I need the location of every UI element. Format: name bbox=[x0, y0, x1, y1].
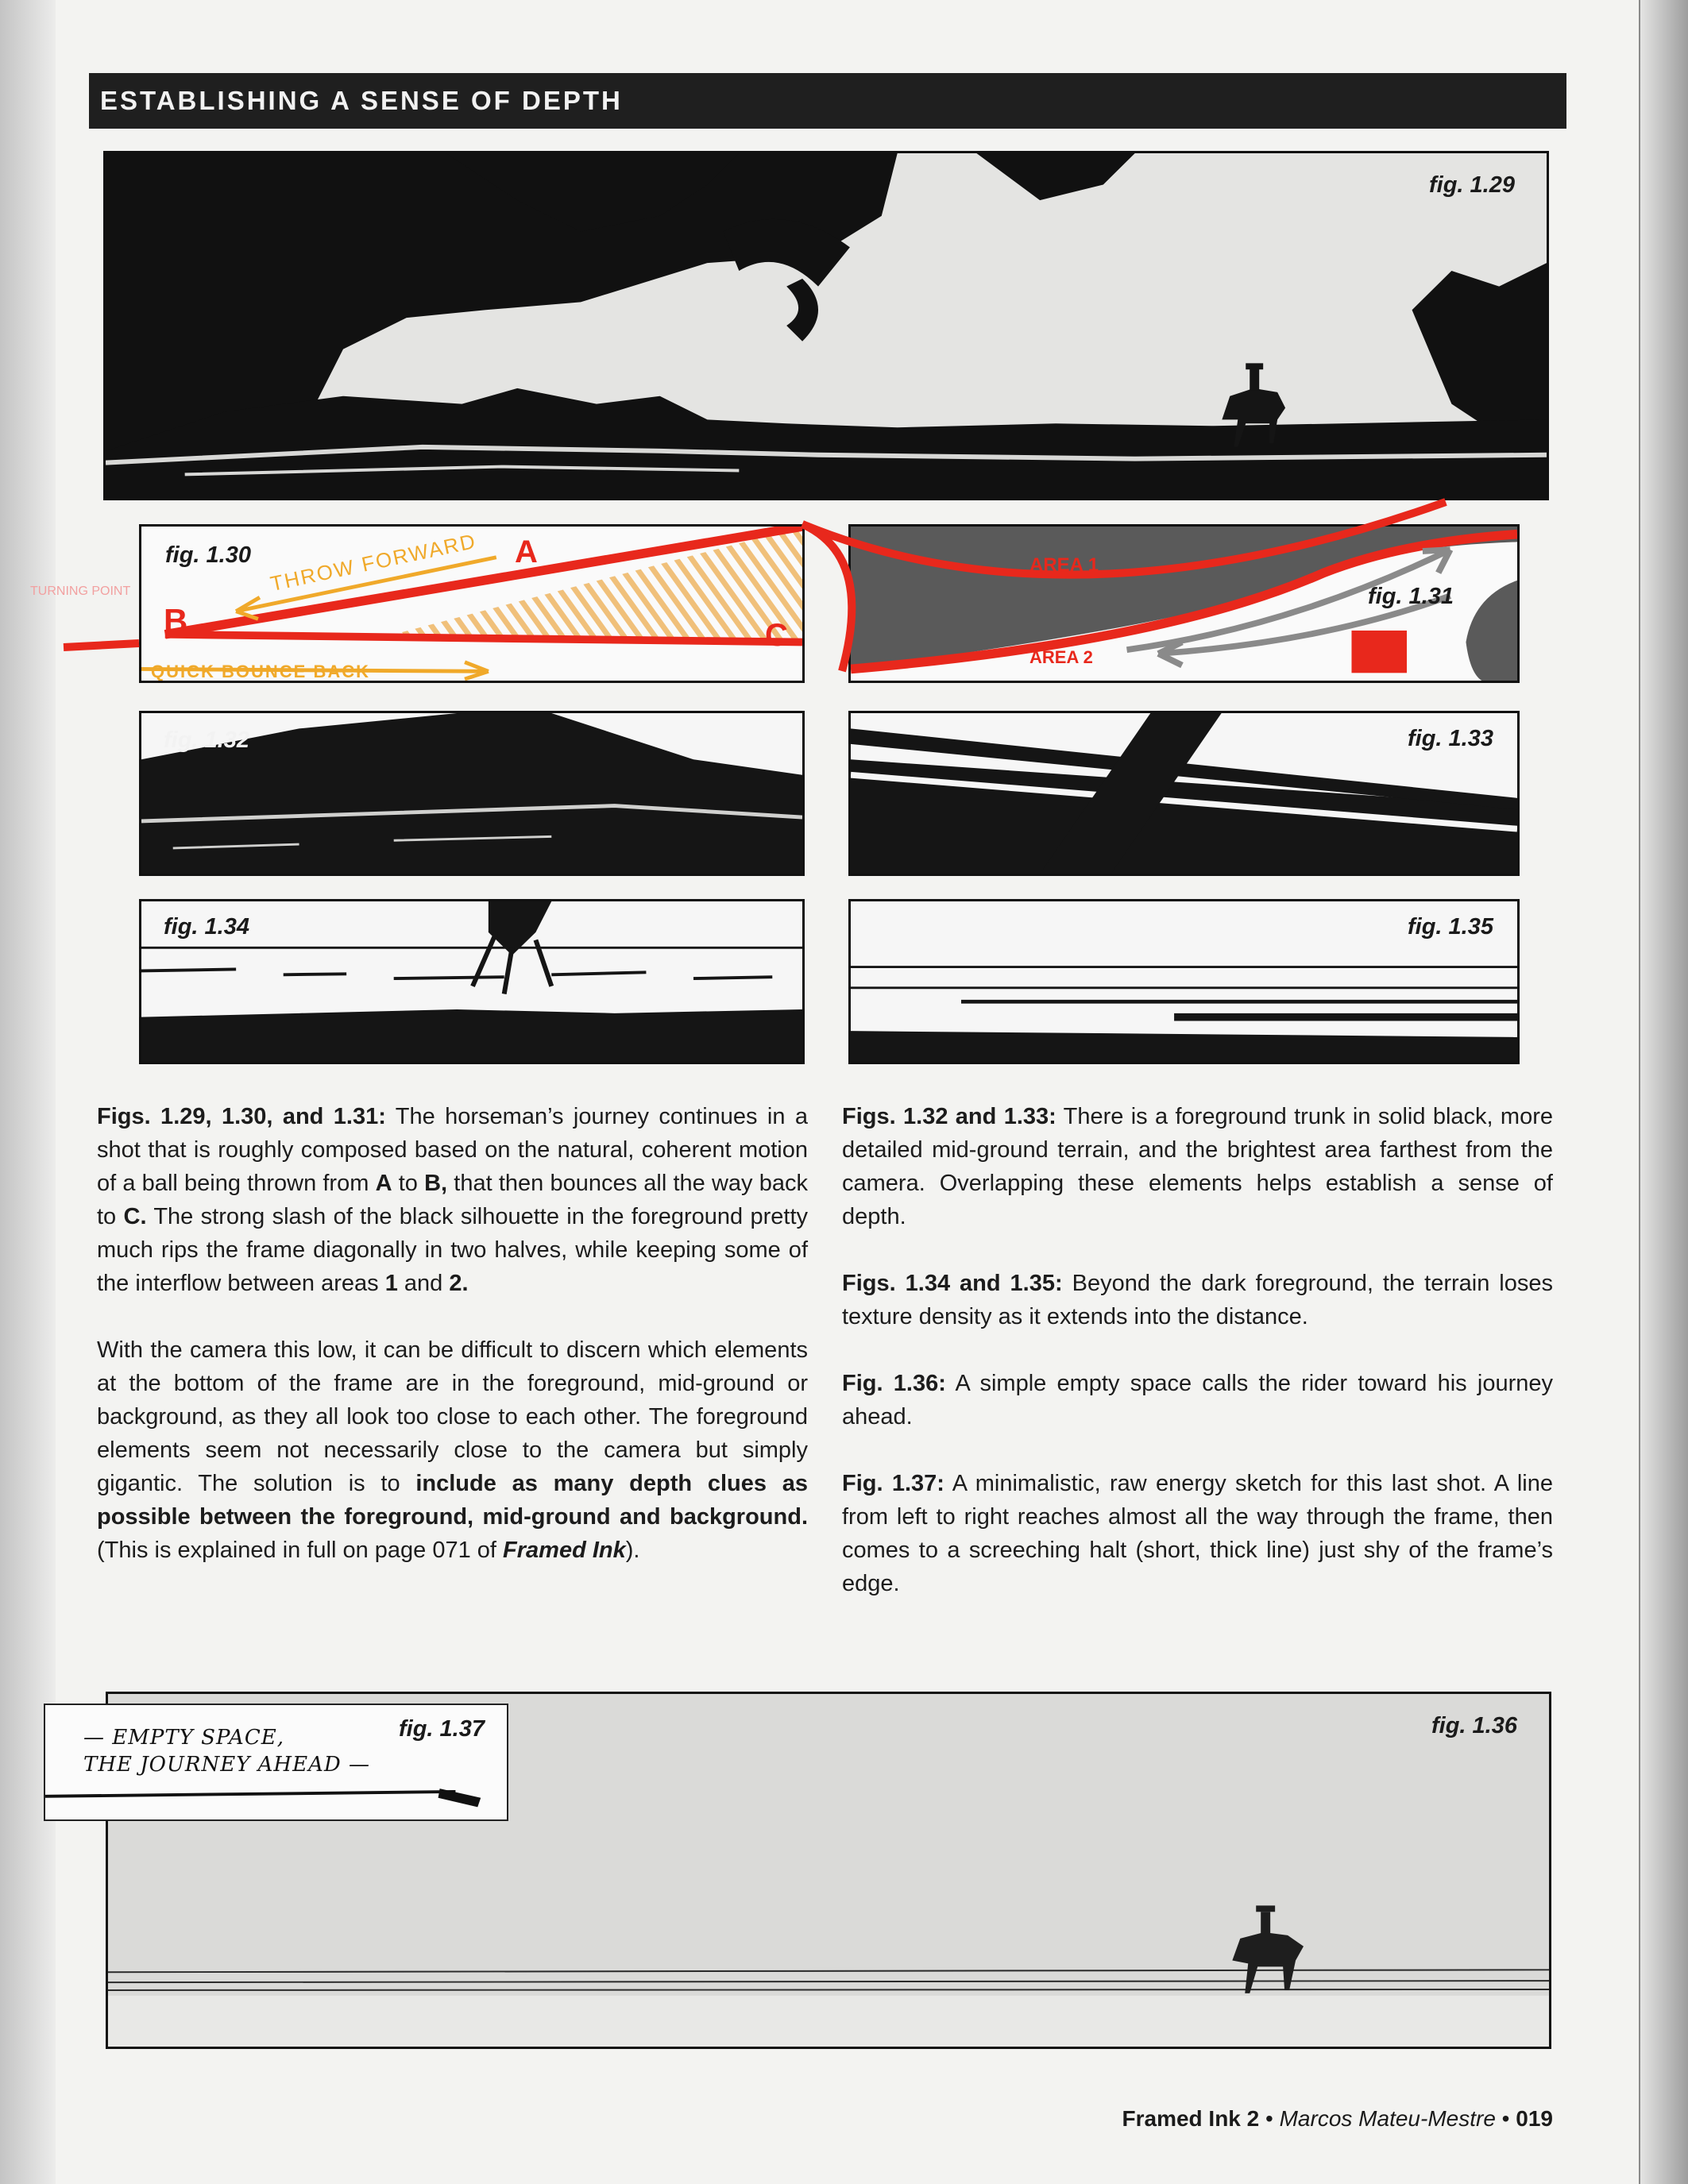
figure-1-30-panel bbox=[139, 524, 805, 683]
right-p2-text: Beyond the dark foreground, the terrain loses texture density as it extends into the distance. bbox=[842, 1271, 1553, 1329]
sketch-note bbox=[83, 1724, 370, 1778]
figure-1-36-label: fig. 1.36 bbox=[1431, 1713, 1517, 1738]
left-text-column bbox=[97, 1100, 808, 1600]
left-p1-area-2: 2. bbox=[449, 1271, 469, 1296]
page-number: 019 bbox=[1516, 2106, 1553, 2131]
right-paragraph-1 bbox=[842, 1100, 1553, 1233]
figure-1-31-label: fig. 1.31 bbox=[1368, 584, 1454, 609]
left-p2-bold: include as many depth clues as possible between the foreground, mid-ground and background. bbox=[97, 1471, 808, 1530]
left-p1-text-2: to bbox=[392, 1171, 425, 1196]
right-p1-text: There is a foreground trunk in solid black, more detailed mid-ground terrain, and the brightest area farthest from the camera. Overlapping these elements helps establish a sense of depth. bbox=[842, 1104, 1553, 1229]
left-p2-text-1: With the camera this low, it can be difficult to discern which elements at the bottom of the frame are in the foreground, mid-ground or background, as they all look too close to each other. The foreground elements seem not necessarily close to the camera but simply gigantic. The solution is to bbox=[97, 1337, 808, 1496]
right-p4-lead: Fig. 1.37: bbox=[842, 1471, 944, 1496]
turning-point-label: TURNING POINT bbox=[30, 585, 131, 598]
left-paragraph-2 bbox=[97, 1333, 808, 1567]
page-footer bbox=[1122, 2106, 1554, 2132]
figure-1-34-panel bbox=[139, 899, 805, 1064]
figure-1-29-panel bbox=[103, 151, 1549, 500]
footer-book-title: Framed Ink 2 bbox=[1122, 2106, 1260, 2131]
figure-1-37-panel bbox=[44, 1704, 508, 1821]
right-p3-text: A simple empty space calls the rider toward his journey ahead. bbox=[842, 1371, 1553, 1430]
right-text-column bbox=[842, 1100, 1553, 1634]
left-p1-point-b: B, bbox=[424, 1171, 448, 1196]
right-p4-text: A minimalistic, raw energy sketch for this last shot. A line from left to right reaches almost all the way through the frame, then comes to a screeching halt (short, thick line) just shy of the frame’s edge. bbox=[842, 1471, 1554, 1596]
footer-author: Marcos Mateu-Mestre bbox=[1279, 2106, 1496, 2131]
left-p1-text-1: The horseman’s journey continues in a shot that is roughly composed based on the natural, coherent motion of a ball being thrown from bbox=[97, 1104, 808, 1196]
figure-1-33-label: fig. 1.33 bbox=[1408, 726, 1493, 751]
area-2-label: AREA 2 bbox=[1029, 647, 1093, 667]
throw-forward-label: THROW FORWARD bbox=[268, 528, 479, 596]
figure-1-30-label: fig. 1.30 bbox=[165, 542, 251, 568]
section-header: ESTABLISHING A SENSE OF DEPTH bbox=[89, 73, 1566, 129]
left-p2-book-title: Framed Ink bbox=[503, 1538, 626, 1563]
point-a-label: A bbox=[515, 534, 538, 569]
left-paragraph-1 bbox=[97, 1100, 808, 1300]
figure-1-29-label: fig. 1.29 bbox=[1429, 172, 1515, 198]
figure-1-37-label: fig. 1.37 bbox=[399, 1716, 485, 1742]
left-p1-text-3: that then bounces all the way back to bbox=[97, 1171, 808, 1229]
figure-1-29-illustration bbox=[106, 153, 1547, 498]
footer-separator-2: • bbox=[1495, 2106, 1516, 2131]
right-paragraph-3 bbox=[842, 1367, 1553, 1433]
footer-separator-1: • bbox=[1259, 2106, 1280, 2131]
point-c-label: C bbox=[765, 618, 788, 653]
left-p1-point-c: C. bbox=[123, 1204, 147, 1229]
figure-1-32-panel bbox=[139, 711, 805, 876]
left-p1-area-1: 1 bbox=[384, 1271, 398, 1296]
left-p1-text-4: The strong slash of the black silhouette in the foreground pretty much rips the frame diagonally in two halves, while keeping some of the interflow between areas bbox=[97, 1204, 808, 1296]
figure-1-33-panel bbox=[848, 711, 1520, 876]
left-p2-text-3: ). bbox=[625, 1538, 640, 1563]
right-paragraph-4 bbox=[842, 1467, 1553, 1600]
right-p3-lead: Fig. 1.36: bbox=[842, 1371, 946, 1396]
right-paragraph-2 bbox=[842, 1267, 1553, 1333]
quick-bounce-back-label: QUICK BOUNCE BACK bbox=[151, 662, 370, 681]
sketch-note-line-1: — EMPTY SPACE, bbox=[83, 1726, 284, 1750]
figure-1-32-label: fig. 1.32 bbox=[164, 727, 249, 753]
right-p1-lead: Figs. 1.32 and 1.33: bbox=[842, 1104, 1056, 1129]
sketch-note-line-2: THE JOURNEY AHEAD — bbox=[83, 1753, 370, 1777]
area-1-label: AREA 1 bbox=[1029, 554, 1099, 576]
page-gutter-left bbox=[0, 0, 56, 2184]
figure-1-35-panel bbox=[848, 899, 1520, 1064]
left-p2-text-2: (This is explained in full on page 071 of bbox=[97, 1538, 504, 1563]
left-p1-text-5: and bbox=[397, 1271, 450, 1296]
page-edge-right bbox=[1639, 0, 1688, 2184]
figure-1-31-panel bbox=[848, 524, 1520, 683]
left-p1-lead: Figs. 1.29, 1.30, and 1.31: bbox=[97, 1104, 386, 1129]
figure-1-34-label: fig. 1.34 bbox=[164, 914, 249, 940]
point-b-label: B bbox=[164, 602, 188, 639]
left-p1-point-a: A bbox=[375, 1171, 392, 1196]
right-p2-lead: Figs. 1.34 and 1.35: bbox=[842, 1271, 1063, 1296]
figure-1-35-label: fig. 1.35 bbox=[1408, 914, 1493, 940]
